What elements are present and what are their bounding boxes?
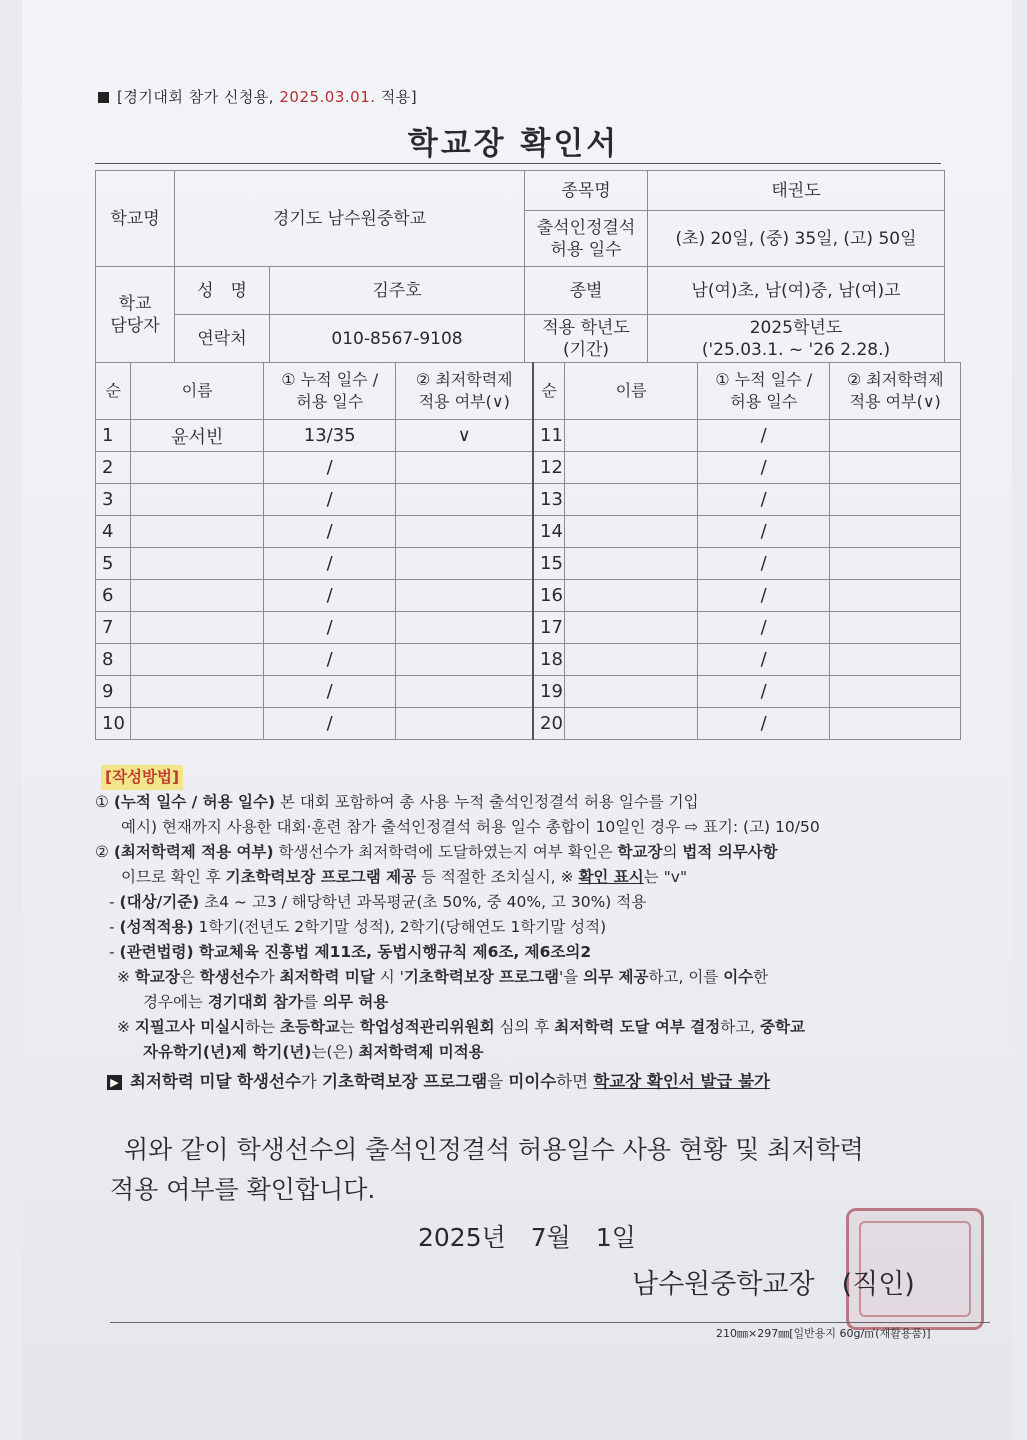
bottom-divider [110,1322,990,1323]
cell-min [830,612,961,644]
table-row [96,484,961,516]
cell-min [396,580,533,612]
cell-min [396,612,533,644]
cell-no: 20 [533,708,565,740]
cell-name: 윤서빈 [131,420,264,452]
signer: 남수원중학교장 (직인) [632,1269,915,1300]
manager-label: 학교 담당자 [96,267,175,363]
sport-label: 종목명 [525,171,648,211]
cell-days: / [697,644,830,676]
cell-no: 9 [96,676,131,708]
cell-name [565,612,698,644]
cell-name [131,676,264,708]
table-row [96,676,961,708]
col-min: ② 최저학력제 적용 여부(∨) [396,363,533,420]
cell-no: 7 [96,612,131,644]
cell-min [830,452,961,484]
cell-min: ∨ [396,420,533,452]
cell-no: 19 [533,676,565,708]
cell-no: 13 [533,484,565,516]
cell-name [131,612,264,644]
cell-no: 8 [96,644,131,676]
col-name: 이름 [131,363,264,420]
school-value: 경기도 남수원중학교 [175,171,525,267]
cell-name [565,644,698,676]
header-note: [경기대회 참가 신청용, 2025.03.01. 적용] [98,86,417,107]
table-row [96,452,961,484]
year-value: 2025학년도 [749,317,843,338]
school-label: 학교명 [96,171,175,267]
cell-days: / [263,484,396,516]
name-value: 김주호 [270,267,525,315]
cell-name [131,516,264,548]
instructions-tag: [작성방법] [101,765,183,790]
cell-days: / [697,516,830,548]
cell-min [396,708,533,740]
year-period: ('25.03.1. ~ '26 2.28.) [701,339,891,360]
cell-days: / [263,548,396,580]
cell-name [565,420,698,452]
cell-no: 15 [533,548,565,580]
cell-min [396,484,533,516]
col-days: ① 누적 일수 / 허용 일수 [697,363,830,420]
cell-days: / [263,452,396,484]
cell-no: 16 [533,580,565,612]
col-min: ② 최저학력제 적용 여부(∨) [830,363,961,420]
year-label: 적용 학년도 (기간) [525,315,648,363]
page-title: 학교장 확인서 [407,126,620,162]
student-grid [95,362,961,740]
cell-name [131,484,264,516]
cell-days: / [697,612,830,644]
absence-value: (초) 20일, (중) 35일, (고) 50일 [648,211,945,267]
cell-min [396,644,533,676]
col-no: 순 [533,363,565,420]
type-value: 남(여)초, 남(여)중, 남(여)고 [648,267,945,315]
contact-value: 010-8567-9108 [270,315,525,363]
cell-name [565,548,698,580]
instructions: [작성방법] ① (누적 일수 / 허용 일수) 본 대회 포함하여 총 사용 누적 출석인정결석 허용 일수를 기입 예시) 현재까지 사용한 대회·훈련 참가 출석인정결석 허용 일수 총합이 10일인 경우 ⇨ 표기: (고) 10/50 ② (최저학력제 적용 여부) 학생선수가 최저학력에 도달하였는지 여부 확인은 학교장의 법적 의무사항 이므로 확인 후 기초학력보장 프로그램 제공 등 적절한 조치실시, ※ 확인 표시는 "v" - (대상/기준) 초4 ~ 고3 / 해당학년 과목평균(초 50%, 중 40%, 고 30%) 적용 - (성적적용) 1학기(전년도 2학기말 성적), 2학기(당해연도 1학기말 성적) - (관련법령) 학교체육 진흥법 제11조, 동법시행규칙 제6조, 제6조의2 ※ 학교장은 학생선수가 최저학력 미달 시 '기초학력보장 프로그램'을 의무 제공하고, 이를 이수한 경우에는 경기대회 참가를 의무 허용 ※ 지필고사 미실시하는 초등학교는 학업성적관리위원회 심의 후 최저학력 도달 여부 결정하고, 중학교 자유학기(년)제 학기(년)는(은) 최저학력제 미적용 ▶ 최저학력 미달 학생선수가 기초학력보장 프로그램을 미이수하면 학교장 확인서 발급 불가 [95,765,975,1094]
cell-name [565,676,698,708]
cell-days: / [697,548,830,580]
table-row [96,708,961,740]
cell-min [830,516,961,548]
cell-name [565,708,698,740]
grid-body [96,420,961,740]
table-row [96,548,961,580]
cell-name [131,644,264,676]
issue-date: 2025년 7월 1일 [418,1223,636,1252]
cell-no: 18 [533,644,565,676]
cell-no: 1 [96,420,131,452]
table-row [96,420,961,452]
cell-days: / [697,484,830,516]
cell-days: / [697,676,830,708]
cell-name [565,516,698,548]
cell-min [396,452,533,484]
cell-name [131,708,264,740]
cell-min [830,580,961,612]
cell-min [396,676,533,708]
cell-min [396,548,533,580]
cell-no: 14 [533,516,565,548]
arrow-box-icon: ▶ [107,1075,122,1090]
cell-no: 3 [96,484,131,516]
name-label: 성 명 [175,267,270,315]
cell-name [131,548,264,580]
table-row [96,612,961,644]
cell-min [830,420,961,452]
col-no: 순 [96,363,131,420]
cell-min [830,708,961,740]
cell-min [830,644,961,676]
table-row [96,644,961,676]
cell-days: / [697,452,830,484]
table-row [96,516,961,548]
cell-days: / [697,420,830,452]
cell-no: 10 [96,708,131,740]
cell-no: 11 [533,420,565,452]
cell-no: 6 [96,580,131,612]
cell-name [565,580,698,612]
title-divider [95,163,941,164]
cell-days: / [263,676,396,708]
cell-days: / [263,612,396,644]
cell-no: 17 [533,612,565,644]
year-value-cell [648,315,945,363]
cell-min [830,484,961,516]
paper-spec: 210㎜×297㎜[일반용지 60g/㎡(재활용품)] [716,1327,931,1340]
cell-min [396,516,533,548]
table-row [96,580,961,612]
col-name: 이름 [565,363,698,420]
square-bullet-icon [98,92,109,103]
closing-statement: 위와 같이 학생선수의 출석인정결석 허용일수 사용 현황 및 최저학력 적용 여부를 확인합니다. [110,1135,864,1204]
cell-days: / [263,516,396,548]
cell-min [830,548,961,580]
type-label: 종별 [525,267,648,315]
cell-no: 5 [96,548,131,580]
info-table [95,170,945,363]
sport-value: 태권도 [648,171,945,211]
contact-label: 연락처 [175,315,270,363]
col-days: ① 누적 일수 / 허용 일수 [263,363,396,420]
cell-days: / [263,580,396,612]
cell-name [131,452,264,484]
cell-days: / [697,708,830,740]
cell-min [830,676,961,708]
cell-no: 4 [96,516,131,548]
cell-days: 13/35 [263,420,396,452]
cell-no: 12 [533,452,565,484]
cell-name [565,452,698,484]
cell-days: / [263,644,396,676]
cell-no: 2 [96,452,131,484]
cell-days: / [263,708,396,740]
cell-name [131,580,264,612]
absence-label: 출석인정결석 허용 일수 [525,211,648,267]
cell-days: / [697,580,830,612]
cell-name [565,484,698,516]
